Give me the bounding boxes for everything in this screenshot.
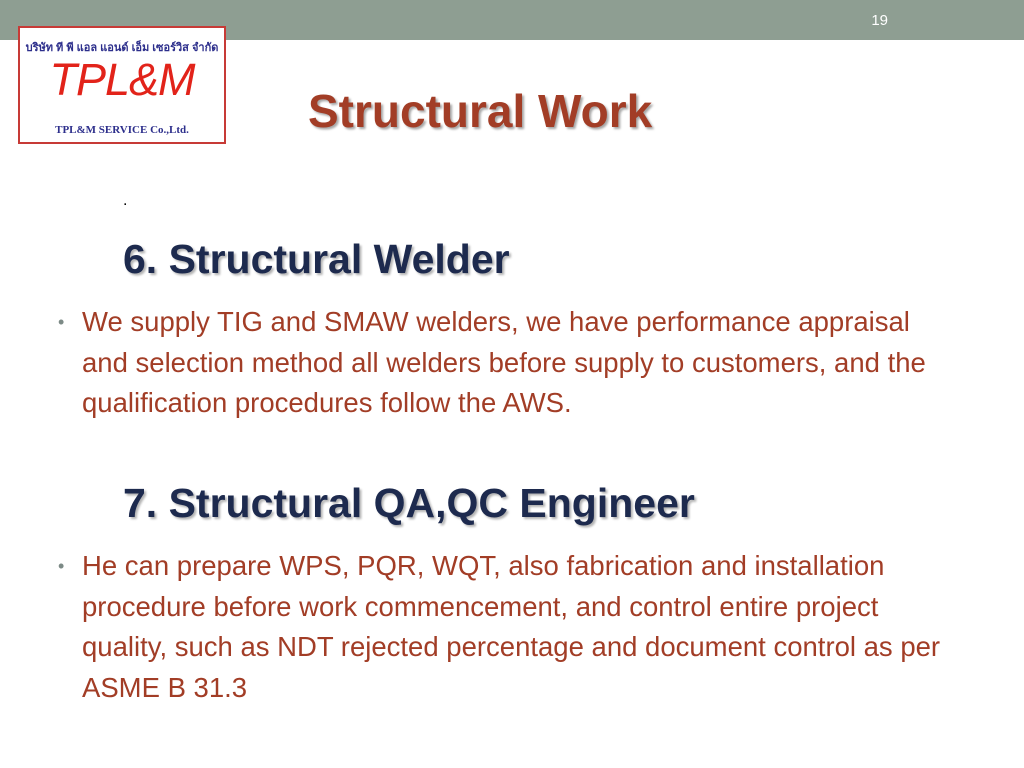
logo-thai-text: บริษัท ที พี แอล แอนด์ เอ็ม เซอร์วิส จำกัด xyxy=(25,42,219,54)
bullet-text: He can prepare WPS, PQR, WQT, also fabrication and installation procedure before work commencement, and control entire project quality, such as NDT rejected percentage and document control as per ASME B 31.3 xyxy=(82,550,941,703)
slide-title: Structural Work xyxy=(308,85,653,137)
bullet-item-qaqc xyxy=(58,546,963,708)
logo-sub-text: TPL&M SERVICE Co.,Ltd. xyxy=(55,124,189,136)
section-heading-qaqc: 7. Structural QA,QC Engineer xyxy=(123,480,695,526)
bullet-icon: • xyxy=(58,312,65,332)
stray-dot: . xyxy=(123,192,128,209)
bullet-text: We supply TIG and SMAW welders, we have performance appraisal and selection method all welders before supply to customers, and the qualification procedures follow the AWS. xyxy=(82,306,926,418)
bullet-item-welder xyxy=(58,302,963,424)
company-logo xyxy=(18,26,226,144)
section-heading-welder: 6. Structural Welder xyxy=(123,236,510,282)
bullet-icon: • xyxy=(58,556,65,576)
logo-main-text: TPL&M xyxy=(49,54,195,105)
slide-number: 19 xyxy=(871,12,888,29)
